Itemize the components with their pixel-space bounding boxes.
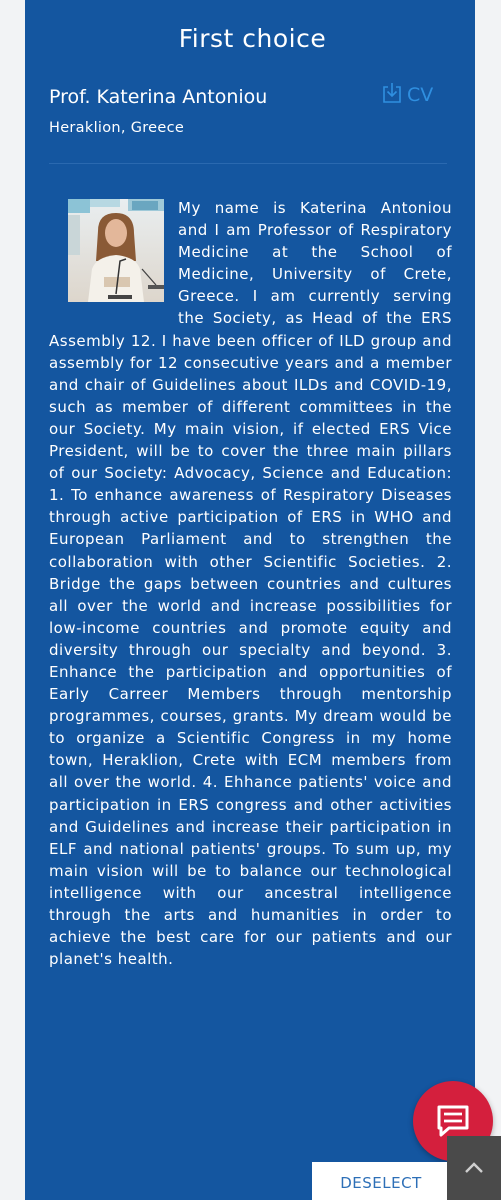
- cv-download-link[interactable]: [382, 84, 433, 106]
- chevron-up-icon: [464, 1161, 484, 1175]
- card-title: First choice: [178, 24, 327, 53]
- deselect-button[interactable]: DESELECT: [312, 1162, 450, 1200]
- chat-icon: [433, 1101, 473, 1141]
- candidate-photo: [68, 199, 164, 302]
- scroll-to-top-button[interactable]: [447, 1136, 501, 1200]
- bio-text: My name is Katerina Antoniou and I am Professor of Respiratory Medicine at the School of Medicine, University of Crete, Greece. I am currently serving the Society, as Head of the ERS Assembly 12. I have been officer of ILD group and assembly for 12 consecutive years and a member and chair of Guidelines about ILDs and COVID-19, such as member of different committees in the our Society. My main vision, if elected ERS Vice President, will be to cover the three main pillars of our Society: Advocacy, Science and Education: 1. To enhance awareness of Respiratory Diseases through active participation of ERS in WHO and European Parliament and to strengthen the collaboration with other Scientific Societies. 2. Bridge the gaps between countries and cultures all over the world and increase possibilities for low-income countries and promote equity and diversity through our specialty and beyond. 3. Enhance the participation and opportunities of Early Carreer Members through mentorship programmes, courses, grants. My dream would be to organize a Scientific Congress in my home town, Heraklion, Crete with ECM members from all over the world. 4. Ehhance patients' voice and participation in ERS congress and other activities and Guidelines and increase their participation in ELF and national patients' groups. To sum up, my main vision will be to balance our technological intelligence with our ancestral intelligence through the arts and humanities in order to achieve the best care for our patients and our planet's health.: [49, 199, 452, 969]
- candidate-bio: [49, 197, 452, 970]
- candidate-card: [25, 0, 475, 1200]
- candidate-name: Prof. Katerina Antoniou: [49, 86, 268, 108]
- download-icon: [382, 82, 402, 104]
- candidate-location: Heraklion, Greece: [49, 120, 185, 136]
- divider: [49, 163, 447, 164]
- cv-label: CV: [407, 84, 434, 106]
